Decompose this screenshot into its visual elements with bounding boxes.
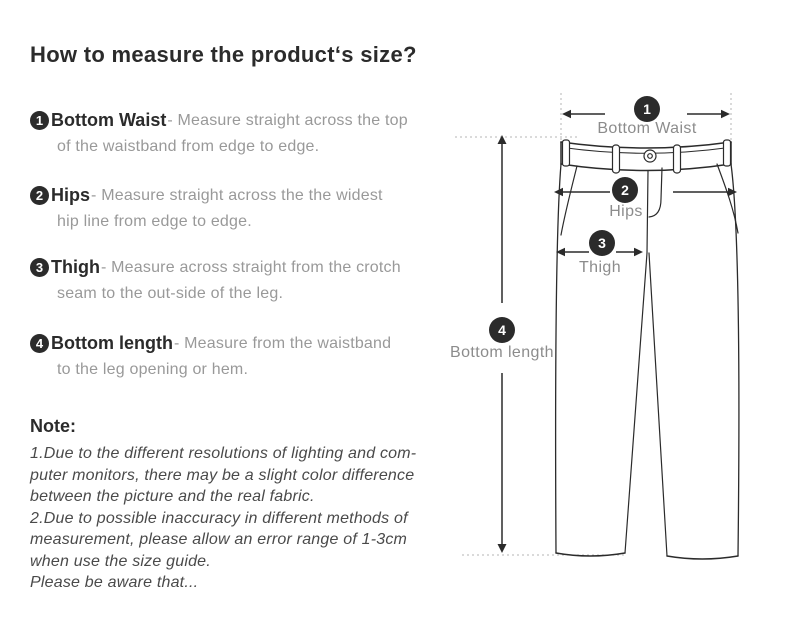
step-2-badge: 2 xyxy=(30,186,49,205)
arrowhead-down-icon xyxy=(498,544,507,553)
badge-4-number: 4 xyxy=(498,322,506,338)
waistband-bottom-edge xyxy=(561,164,731,171)
instruction-item-bottom-length xyxy=(30,333,462,379)
right-outer-seam xyxy=(731,164,739,556)
step-2-desc-line1: - Measure straight across the the widest xyxy=(91,186,383,204)
step-3-desc-line2: seam to the out-side of the leg. xyxy=(57,285,284,302)
pants-outline xyxy=(556,142,739,559)
instruction-item-thigh xyxy=(30,257,462,303)
step-1-desc-line1: - Measure straight across the top xyxy=(167,111,408,129)
step-3-badge: 3 xyxy=(30,258,49,277)
measure-bottom-length xyxy=(450,135,554,553)
step-4-label: Bottom length xyxy=(51,333,173,353)
left-inseam xyxy=(625,253,647,553)
arrowhead-right-icon xyxy=(721,110,730,119)
left-pocket-curve xyxy=(561,166,577,235)
waistband-top-edge xyxy=(561,142,731,148)
note-line: 1.Due to the different resolutions of lighting and com- xyxy=(30,445,417,462)
step-1-desc-line2: of the waistband from edge to edge. xyxy=(57,138,320,155)
instruction-item-hips xyxy=(30,185,462,231)
arrowhead-up-icon xyxy=(498,135,507,144)
note-line: Please be aware that... xyxy=(30,574,199,591)
pants-measurement-diagram xyxy=(440,85,790,630)
hips-label: Hips xyxy=(609,203,643,220)
step-3-desc-line1: - Measure across straight from the crotch xyxy=(100,258,401,276)
instruction-item-bottom-waist xyxy=(30,110,462,156)
arrowhead-right-icon xyxy=(634,248,643,257)
bottom-waist-label: Bottom Waist xyxy=(597,120,697,137)
belt-loop xyxy=(563,140,570,166)
fly-j-stitch xyxy=(649,168,662,217)
right-inseam xyxy=(649,253,667,556)
bottom-length-label: Bottom length xyxy=(450,344,554,361)
belt-loop xyxy=(724,140,731,166)
note-text xyxy=(30,443,416,594)
waist-button-inner xyxy=(648,154,653,159)
left-leg-hem xyxy=(556,553,625,556)
step-4-badge: 4 xyxy=(30,334,49,353)
belt-loop xyxy=(674,145,681,173)
badge-1-number: 1 xyxy=(643,101,651,117)
arrowhead-left-icon xyxy=(562,110,571,119)
note-line: puter monitors, there may be a slight color difference xyxy=(30,466,415,484)
note-line: 2.Due to possible inaccuracy in different methods of xyxy=(30,509,408,527)
measure-hips xyxy=(554,177,737,220)
note-line: when use the size guide. xyxy=(30,552,211,570)
left-outer-seam xyxy=(556,164,561,553)
arrowhead-right-icon xyxy=(728,188,737,197)
note-line: measurement, please allow an error range of 1-3cm xyxy=(30,531,408,548)
step-4-desc-line2: to the leg opening or hem. xyxy=(57,361,249,378)
step-1-label: Bottom Waist xyxy=(51,110,167,130)
note-heading: Note: xyxy=(30,416,76,436)
badge-2-number: 2 xyxy=(621,182,629,198)
measure-bottom-waist xyxy=(562,96,730,137)
step-3-label: Thigh xyxy=(51,257,100,277)
fly-center-line xyxy=(647,171,648,253)
step-1-badge: 1 xyxy=(30,111,49,130)
note-line: between the picture and the real fabric. xyxy=(30,488,315,505)
belt-loop xyxy=(613,145,620,173)
thigh-label: Thigh xyxy=(578,259,622,276)
measure-thigh xyxy=(556,230,643,276)
badge-3-number: 3 xyxy=(598,235,606,251)
step-2-label: Hips xyxy=(51,185,91,205)
step-2-desc-line2: hip line from edge to edge. xyxy=(57,213,252,230)
page-title: How to measure the product‘s size? xyxy=(30,42,417,67)
right-leg-hem xyxy=(667,556,738,559)
step-4-desc-line1: - Measure from the waistband xyxy=(173,334,392,352)
